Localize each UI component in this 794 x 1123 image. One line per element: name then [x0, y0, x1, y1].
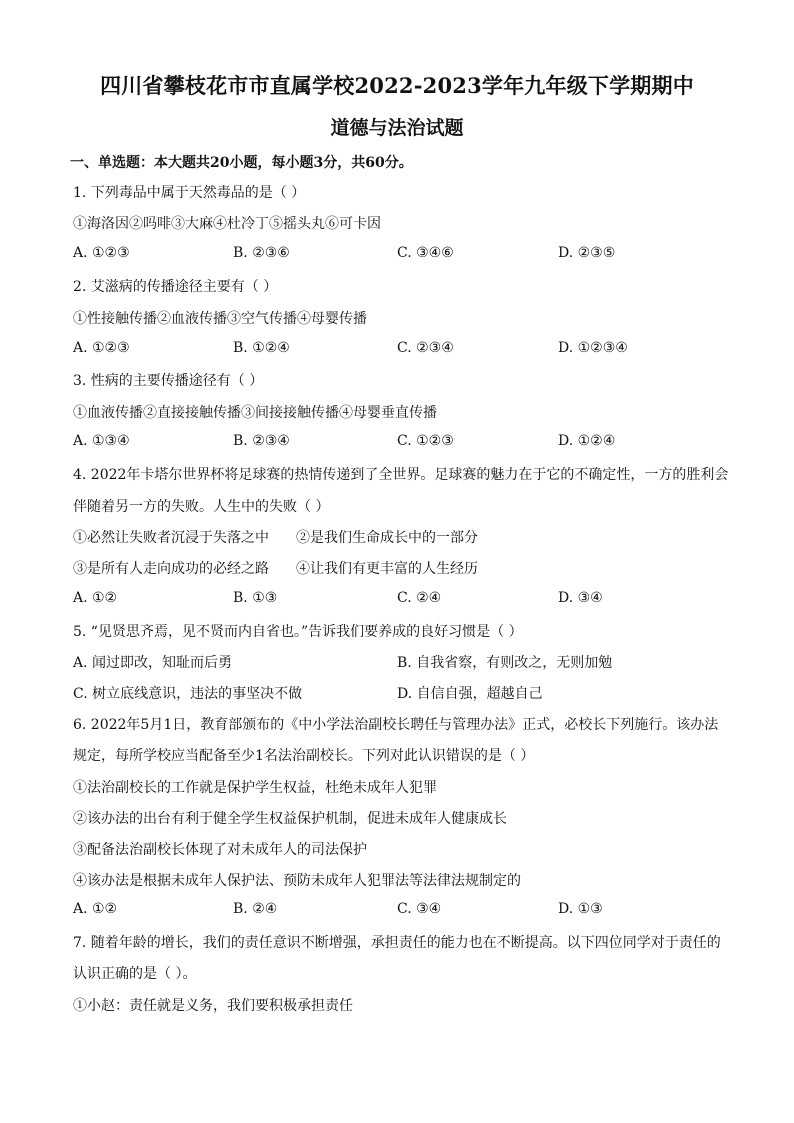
q4-stem-line1: 4. 2022年卡塔尔世界杯将足球赛的热情传递到了全世界。足球赛的魅力在于它的不确定性，一方的胜利会: [73, 467, 729, 483]
q4-option-c: C. ②④: [397, 590, 442, 606]
q3-items: ①血液传播②直接接触传播③间接接触传播④母婴垂直传播: [73, 405, 437, 421]
q4-item-1: ①必然让失败者沉浸于失落之中: [73, 530, 269, 546]
q2-option-a: A. ①②③: [73, 340, 130, 356]
exam-subtitle: 道德与法治试题: [330, 117, 464, 139]
q4-item-4: ④让我们有更丰富的人生经历: [296, 561, 478, 577]
q3-option-c: C. ①②③: [397, 433, 454, 449]
q5-option-a: A. 闻过即改，知耻而后勇: [73, 655, 233, 671]
q3-stem: 3. 性病的主要传播途径有（ ）: [73, 373, 264, 389]
q6-stem-line2: 规定，每所学校应当配备至少1名法治副校长。下列对此认识错误的是（ ）: [73, 748, 535, 764]
q2-option-c: C. ②③④: [397, 340, 454, 356]
q4-option-a: A. ①②: [73, 590, 118, 606]
q6-stem-line1: 6. 2022年5月1日，教育部颁布的《中小学法治副校长聘任与管理办法》正式，必校长下列施行。该办法: [73, 717, 719, 733]
q6-option-a: A. ①②: [73, 901, 118, 917]
q3-option-d: D. ①②④: [558, 433, 616, 449]
q5-option-b: B. 自我省察，有则改之，无则加勉: [397, 655, 613, 671]
q4-item-2: ②是我们生命成长中的一部分: [296, 530, 478, 546]
exam-title: 四川省攀枝花市市直属学校2022-2023学年九年级下学期期中: [100, 73, 694, 98]
q6-item-2: ②该办法的出台有利于健全学生权益保护机制，促进未成年人健康成长: [73, 811, 507, 827]
q1-option-b: B. ②③⑥: [233, 245, 290, 261]
q6-option-b: B. ②④: [233, 901, 278, 917]
q4-item-3: ③是所有人走向成功的必经之路: [73, 561, 269, 577]
q7-stem-line2: 认识正确的是（ ）。: [73, 966, 197, 982]
q5-stem: 5. “见贤思齐焉，见不贤而内自省也。”告诉我们要养成的良好习惯是（ ）: [73, 624, 523, 640]
q3-option-a: A. ①③④: [73, 433, 130, 449]
q1-items: ①海洛因②吗啡③大麻④杜冷丁⑤摇头丸⑥可卡因: [73, 216, 381, 232]
q2-option-b: B. ①②④: [233, 340, 290, 356]
q2-stem: 2. 艾滋病的传播途径主要有（ ）: [73, 279, 278, 295]
q5-option-c: C. 树立底线意识，违法的事坚决不做: [73, 686, 303, 702]
q4-option-b: B. ①③: [233, 590, 278, 606]
q2-items: ①性接触传播②血液传播③空气传播④母婴传播: [73, 311, 367, 327]
q5-option-d: D. 自信自强，超越自己: [397, 686, 543, 702]
q1-option-d: D. ②③⑤: [558, 245, 616, 261]
q6-item-1: ①法治副校长的工作就是保护学生权益，杜绝未成年人犯罪: [73, 780, 437, 796]
q2-option-d: D. ①②③④: [558, 340, 628, 356]
q1-option-c: C. ③④⑥: [397, 245, 454, 261]
q6-item-4: ④该办法是根据未成年人保护法、预防未成年人犯罪法等法律法规制定的: [73, 873, 521, 889]
section-heading: 一、单选题：本大题共20小题，每小题3分，共60分。: [70, 155, 413, 171]
q6-item-3: ③配备法治副校长体现了对未成年人的司法保护: [73, 842, 367, 858]
q4-option-d: D. ③④: [558, 590, 603, 606]
q1-option-a: A. ①②③: [73, 245, 130, 261]
q1-stem: 1. 下列毒品中属于天然毒品的是（ ）: [73, 185, 306, 201]
q4-stem-line2: 伴随着另一方的失败。人生中的失败（ ）: [73, 499, 330, 515]
q7-item-1: ①小赵：责任就是义务，我们要积极承担责任: [73, 998, 353, 1014]
q3-option-b: B. ②③④: [233, 433, 290, 449]
q6-option-d: D. ①③: [558, 901, 603, 917]
q7-stem-line1: 7. 随着年龄的增长，我们的责任意识不断增强，承担责任的能力也在不断提高。以下四位同学对于责任的: [73, 935, 721, 951]
q6-option-c: C. ③④: [397, 901, 442, 917]
